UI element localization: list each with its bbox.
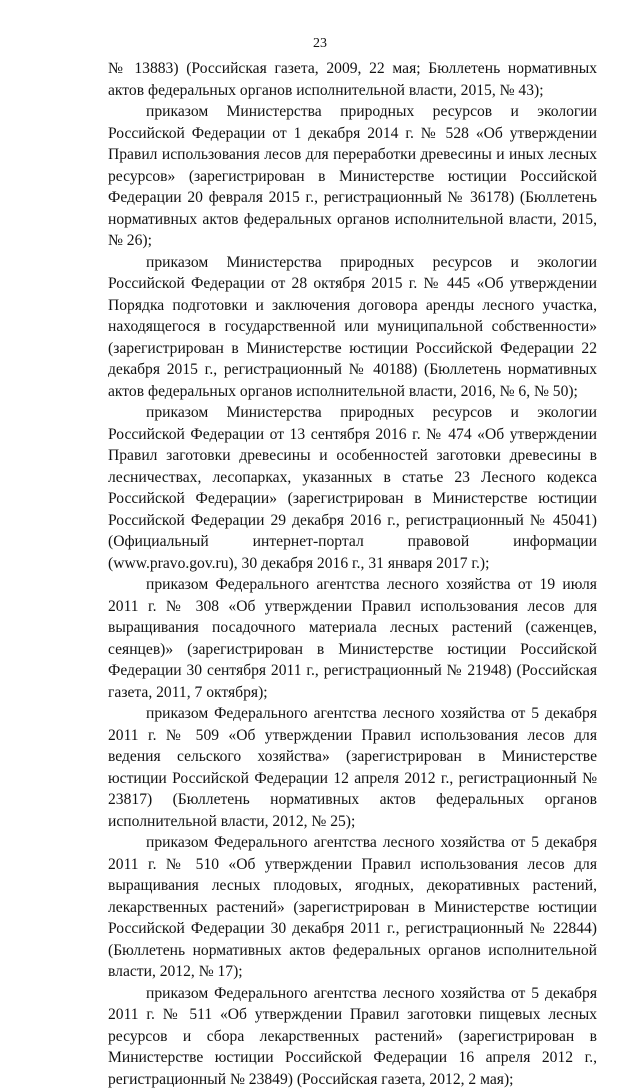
page-number: 23	[0, 36, 640, 52]
paragraph-continuation: № 13883) (Российская газета, 2009, 22 мая; Бюллетень нормативных актов федеральных органов исполнительной власти, 2015, № 43);	[108, 58, 597, 101]
paragraph-order-308: приказом Федерального агентства лесного хозяйства от 19 июля 2011 г. № 308 «Об утверждении Правил использования лесов для выращивания посадочного материала лесных растений (саженцев, сеянцев)» (зарегистрирован в Министерстве юстиции Российской Федерации 30 сентября 2011 г., регистрационный № 21948) (Российская газета, 2011, 7 октября);	[108, 574, 597, 703]
paragraph-order-474: приказом Министерства природных ресурсов и экологии Российской Федерации от 13 сентября 2016 г. № 474 «Об утверждении Правил заготовки древесины и особенностей заготовки древесины в лесничествах, лесопарках, указанных в статье 23 Лесного кодекса Российской Федерации» (зарегистрирован в Министерстве юстиции Российской Федерации 29 декабря 2016 г., регистрационный № 45041) (Официальный интернет-портал правовой информации (www.pravo.gov.ru), 30 декабря 2016 г., 31 января 2017 г.);	[108, 402, 597, 574]
paragraph-order-509: приказом Федерального агентства лесного хозяйства от 5 декабря 2011 г. № 509 «Об утверждении Правил использования лесов для ведения сельского хозяйства» (зарегистрирован в Министерстве юстиции Российской Федерации 12 апреля 2012 г., регистрационный № 23817) (Бюллетень нормативных актов федеральных органов исполнительной власти, 2012, № 25);	[108, 703, 597, 832]
document-body	[108, 58, 597, 1090]
paragraph-order-510: приказом Федерального агентства лесного хозяйства от 5 декабря 2011 г. № 510 «Об утверждении Правил использования лесов для выращивания лесных плодовых, ягодных, декоративных растений, лекарственных растений» (зарегистрирован в Министерстве юстиции Российской Федерации 30 декабря 2011 г., регистрационный № 22844) (Бюллетень нормативных актов федеральных органов исполнительной власти, 2012, № 17);	[108, 832, 597, 983]
paragraph-order-528: приказом Министерства природных ресурсов и экологии Российской Федерации от 1 декабря 2014 г. № 528 «Об утверждении Правил использования лесов для переработки древесины и иных лесных ресурсов» (зарегистрирован в Министерстве юстиции Российской Федерации 20 февраля 2015 г., регистрационный № 36178) (Бюллетень нормативных актов федеральных органов исполнительной власти, 2015, № 26);	[108, 101, 597, 252]
paragraph-order-511: приказом Федерального агентства лесного хозяйства от 5 декабря 2011 г. № 511 «Об утверждении Правил заготовки пищевых лесных ресурсов и сбора лекарственных растений» (зарегистрирован в Министерстве юстиции Российской Федерации 16 апреля 2012 г., регистрационный № 23849) (Российская газета, 2012, 2 мая);	[108, 983, 597, 1090]
paragraph-order-445: приказом Министерства природных ресурсов и экологии Российской Федерации от 28 октября 2015 г. № 445 «Об утверждении Порядка подготовки и заключения договора аренды лесного участка, находящегося в государственной или муниципальной собственности» (зарегистрирован в Министерстве юстиции Российской Федерации 22 декабря 2015 г., регистрационный № 40188) (Бюллетень нормативных актов федеральных органов исполнительной власти, 2016, № 6, № 50);	[108, 252, 597, 403]
